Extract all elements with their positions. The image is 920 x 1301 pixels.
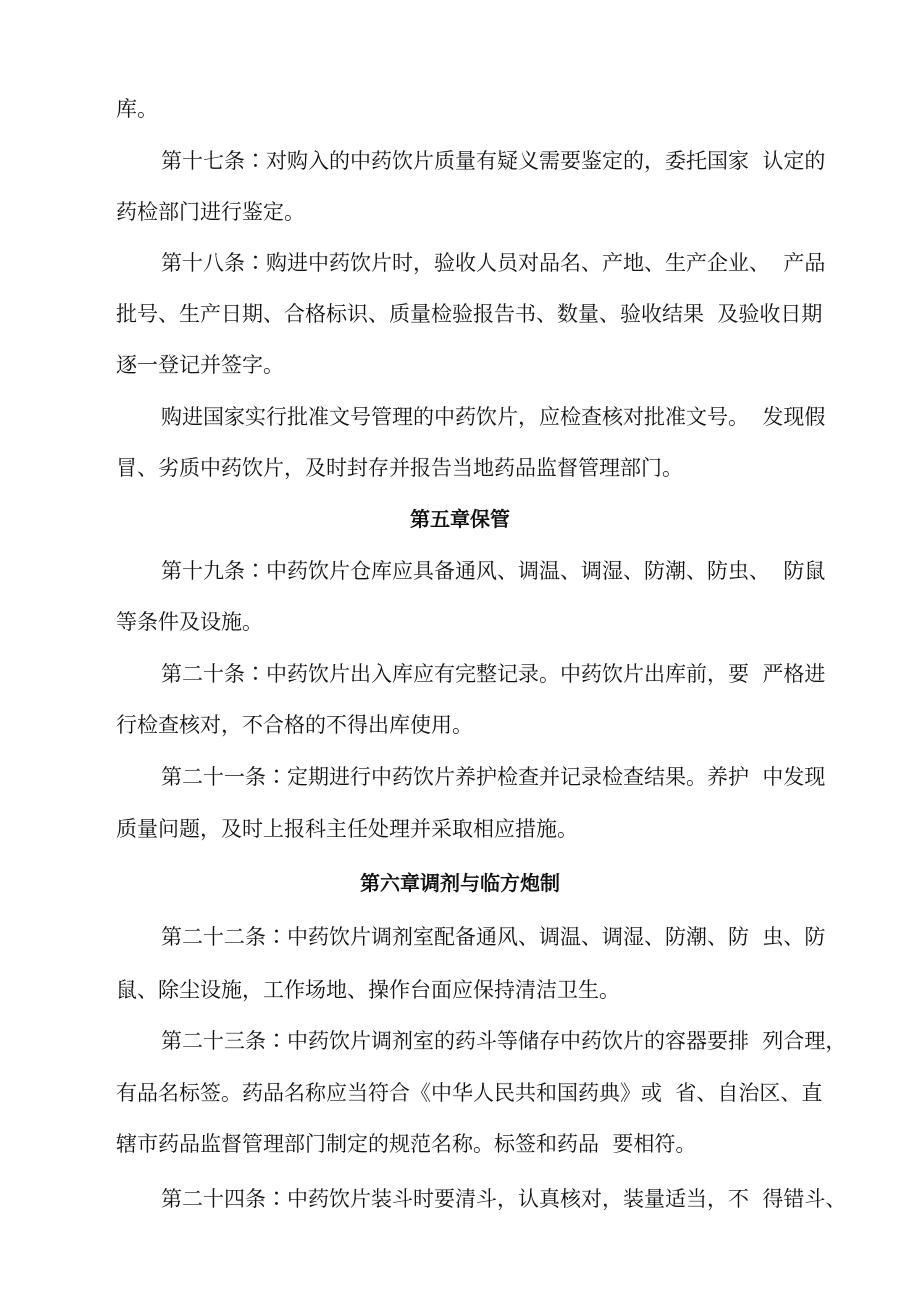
article-19-line: 第十九条∶中药饮片仓库应具备通风、调温、调湿、防潮、防虫、 防鼠	[161, 559, 826, 583]
article-23-line: 第二十三条∶中药饮片调剂室的药斗等储存中药饮片的容器要排 列合理，	[161, 1029, 847, 1053]
text-line: 行检查核对，不合格的不得出库使用。	[116, 713, 473, 737]
text-line: 有品名标签。药品名称应当符合《中华人民共和国药典》或 省、自治区、直	[116, 1081, 823, 1105]
text-line: 逐一登记并签字。	[116, 353, 284, 377]
article-24-line: 第二十四条∶中药饮片装斗时要清斗，认真核对，装量适当，不 得错斗、	[161, 1187, 847, 1211]
article-22-line: 第二十二条∶中药饮片调剂室配备通风、调温、调湿、防潮、防 虫、防	[161, 925, 826, 949]
chapter-5-heading: 第五章保管	[410, 507, 510, 531]
text-line: 质量问题，及时上报科主任处理并采取相应措施。	[116, 817, 578, 841]
paragraph-line: 购进国家实行批准文号管理的中药饮片，应检查核对批准文号。 发现假	[161, 405, 826, 429]
article-18-line: 第十八条∶购进中药饮片时，验收人员对品名、产地、生产企业、 产品	[161, 251, 826, 275]
text-line: 鼠、除尘设施，工作场地、操作台面应保持清洁卫生。	[116, 978, 620, 1002]
text-line: 等条件及设施。	[116, 610, 263, 634]
text-line: 批号、生产日期、合格标识、质量检验报告书、数量、验收结果 及验收日期	[116, 302, 823, 326]
text-line: 辖市药品监督管理部门制定的规范名称。标签和药品 要相符。	[116, 1132, 697, 1156]
article-17-line: 第十七条∶对购入的中药饮片质量有疑义需要鉴定的，委托国家 认定的	[161, 149, 826, 173]
text-line: 药检部门进行鉴定。	[116, 200, 305, 224]
article-20-line: 第二十条∶中药饮片出入库应有完整记录。中药饮片出库前，要 严格进	[161, 662, 826, 686]
article-21-line: 第二十一条∶定期进行中药饮片养护检查并记录检查结果。养护 中发现	[161, 765, 826, 789]
chapter-6-heading: 第六章调剂与临方炮制	[360, 871, 560, 895]
text-line: 冒、劣质中药饮片，及时封存并报告当地药品监督管理部门。	[116, 456, 683, 480]
text-line: 库。	[116, 97, 158, 121]
